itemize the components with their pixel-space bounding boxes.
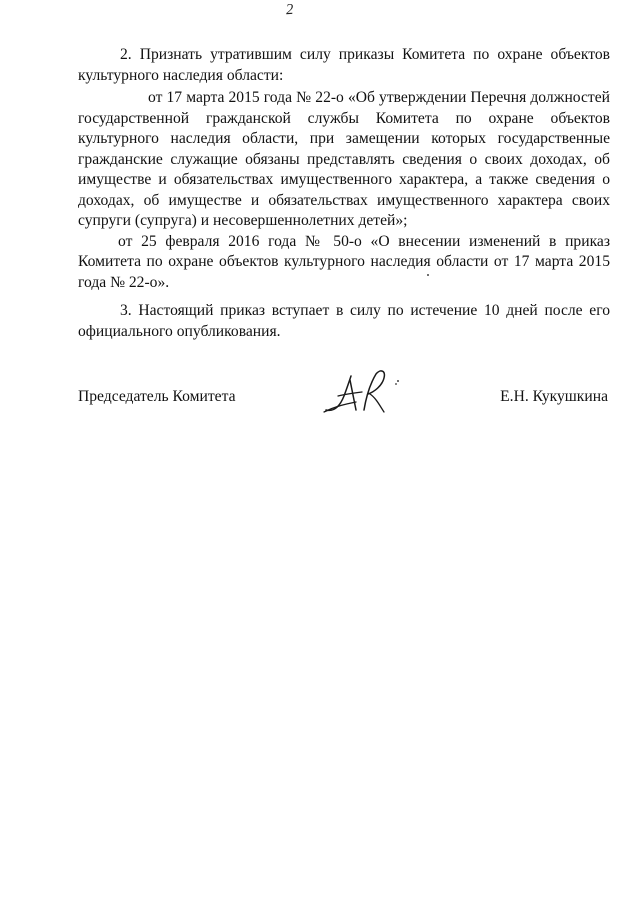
scan-dot [397,380,399,382]
signatory-name: Е.Н. Кукушкина [500,388,608,405]
document-body [78,45,610,342]
paragraph-item-2: 2. Признать утратившим силу приказы Комитета по охране объектов культурного наследия области: [78,46,610,84]
page-number: 2 [285,1,295,19]
paragraph-item-3: 3. Настоящий приказ вступает в силу по истечение 10 дней после его официального опубликования. [78,302,610,340]
handwritten-signature [316,366,402,418]
signatory-position: Председатель Комитета [78,388,236,405]
scan-dot [427,274,429,276]
paragraph-revoked-order-1: от 17 марта 2015 года № 22-о «Об утверждении Перечня должностей государственной гражданской службы Комитета по охране объектов культурного наследия области, при замещении которых государственные гражданские служащие обязаны представлять сведения о своих доходах, об имуществе и обязательствах имущественного характера, а также сведения о доходах, об имуществе и обязательствах имущественного характера своих супруги (супруга) и несовершеннолетних детей»; [78,89,610,229]
paragraph-revoked-order-2: от 25 февраля 2016 года № 50-о «О внесении изменений в приказ Комитета по охране объектов культурного наследия области от 17 марта 2015 года № 22-о». [78,232,610,291]
